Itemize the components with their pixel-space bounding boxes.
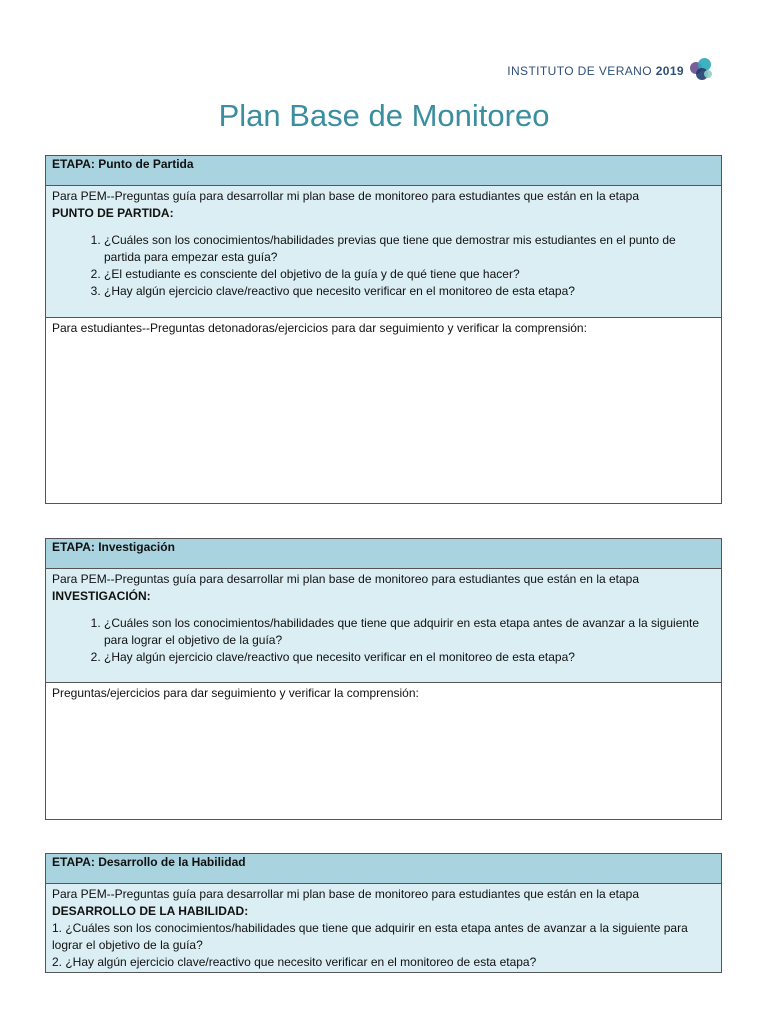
question-item: 3. ¿Hay algún ejercicio clave/reactivo que necesito verificar en el monitoreo de esta etapa?: [104, 283, 715, 300]
brand-text: INSTITUTO DE VERANO 2019: [507, 64, 684, 78]
stage-table-investigacion: [45, 538, 722, 820]
pem-stage-name: DESARROLLO DE LA HABILIDAD:: [52, 904, 249, 918]
brand-year: 2019: [655, 64, 684, 78]
pem-intro: Para PEM--Preguntas guía para desarrollar mi plan base de monitoreo para estudiantes que están en la etapa: [52, 887, 640, 901]
stage-header: [46, 854, 721, 884]
stage-header: [46, 539, 721, 569]
institute-brand: [507, 58, 716, 84]
question-list: [52, 232, 715, 300]
stage-table-desarrollo-habilidad: [45, 853, 722, 973]
question-item: 2. ¿Hay algún ejercicio clave/reactivo que necesito verificar en el monitoreo de esta etapa?: [52, 955, 537, 969]
pem-stage-name: PUNTO DE PARTIDA:: [52, 206, 174, 220]
pem-guide: [46, 569, 721, 683]
students-prompt: Para estudiantes--Preguntas detonadoras/ejercicios para dar seguimiento y verificar la comprensión:: [52, 321, 587, 335]
pem-intro: Para PEM--Preguntas guía para desarrollar mi plan base de monitoreo para estudiantes que están en la etapa: [52, 572, 640, 586]
students-response-area[interactable]: [46, 318, 721, 339]
page-title: Plan Base de Monitoreo: [218, 98, 550, 133]
question-item: 1. ¿Cuáles son los conocimientos/habilidades que tiene que adquirir en esta etapa antes de avanzar a la siguiente para lograr el objetivo de la guía?: [104, 615, 715, 649]
stage-table-punto-de-partida: [45, 155, 722, 504]
question-item: 1. ¿Cuáles son los conocimientos/habilidades previas que tiene que demostrar mis estudiantes en el punto de partida para empezar esta guía?: [104, 232, 715, 266]
stage-title: ETAPA: Desarrollo de la Habilidad: [52, 855, 246, 869]
pem-intro: Para PEM--Preguntas guía para desarrollar mi plan base de monitoreo para estudiantes que están en la etapa: [52, 189, 640, 203]
stage-title: ETAPA: Punto de Partida: [52, 157, 194, 171]
question-item: 2. ¿Hay algún ejercicio clave/reactivo que necesito verificar en el monitoreo de esta etapa?: [104, 649, 715, 666]
stage-title: ETAPA: Investigación: [52, 540, 175, 554]
brand-logo-icon: [690, 58, 716, 84]
question-item: 1. ¿Cuáles son los conocimientos/habilidades que tiene que adquirir en esta etapa antes de avanzar a la siguiente para lograr el objetivo de la guía?: [52, 921, 688, 952]
stage-header: [46, 156, 721, 186]
pem-stage-name: INVESTIGACIÓN:: [52, 589, 151, 603]
pem-guide: [46, 186, 721, 318]
question-item: 2. ¿El estudiante es consciente del objetivo de la guía y de qué tiene que hacer?: [104, 266, 715, 283]
question-list: [52, 615, 715, 666]
pem-guide: [46, 884, 721, 972]
students-response-area[interactable]: [46, 683, 721, 704]
students-prompt: Preguntas/ejercicios para dar seguimiento y verificar la comprensión:: [52, 686, 419, 700]
